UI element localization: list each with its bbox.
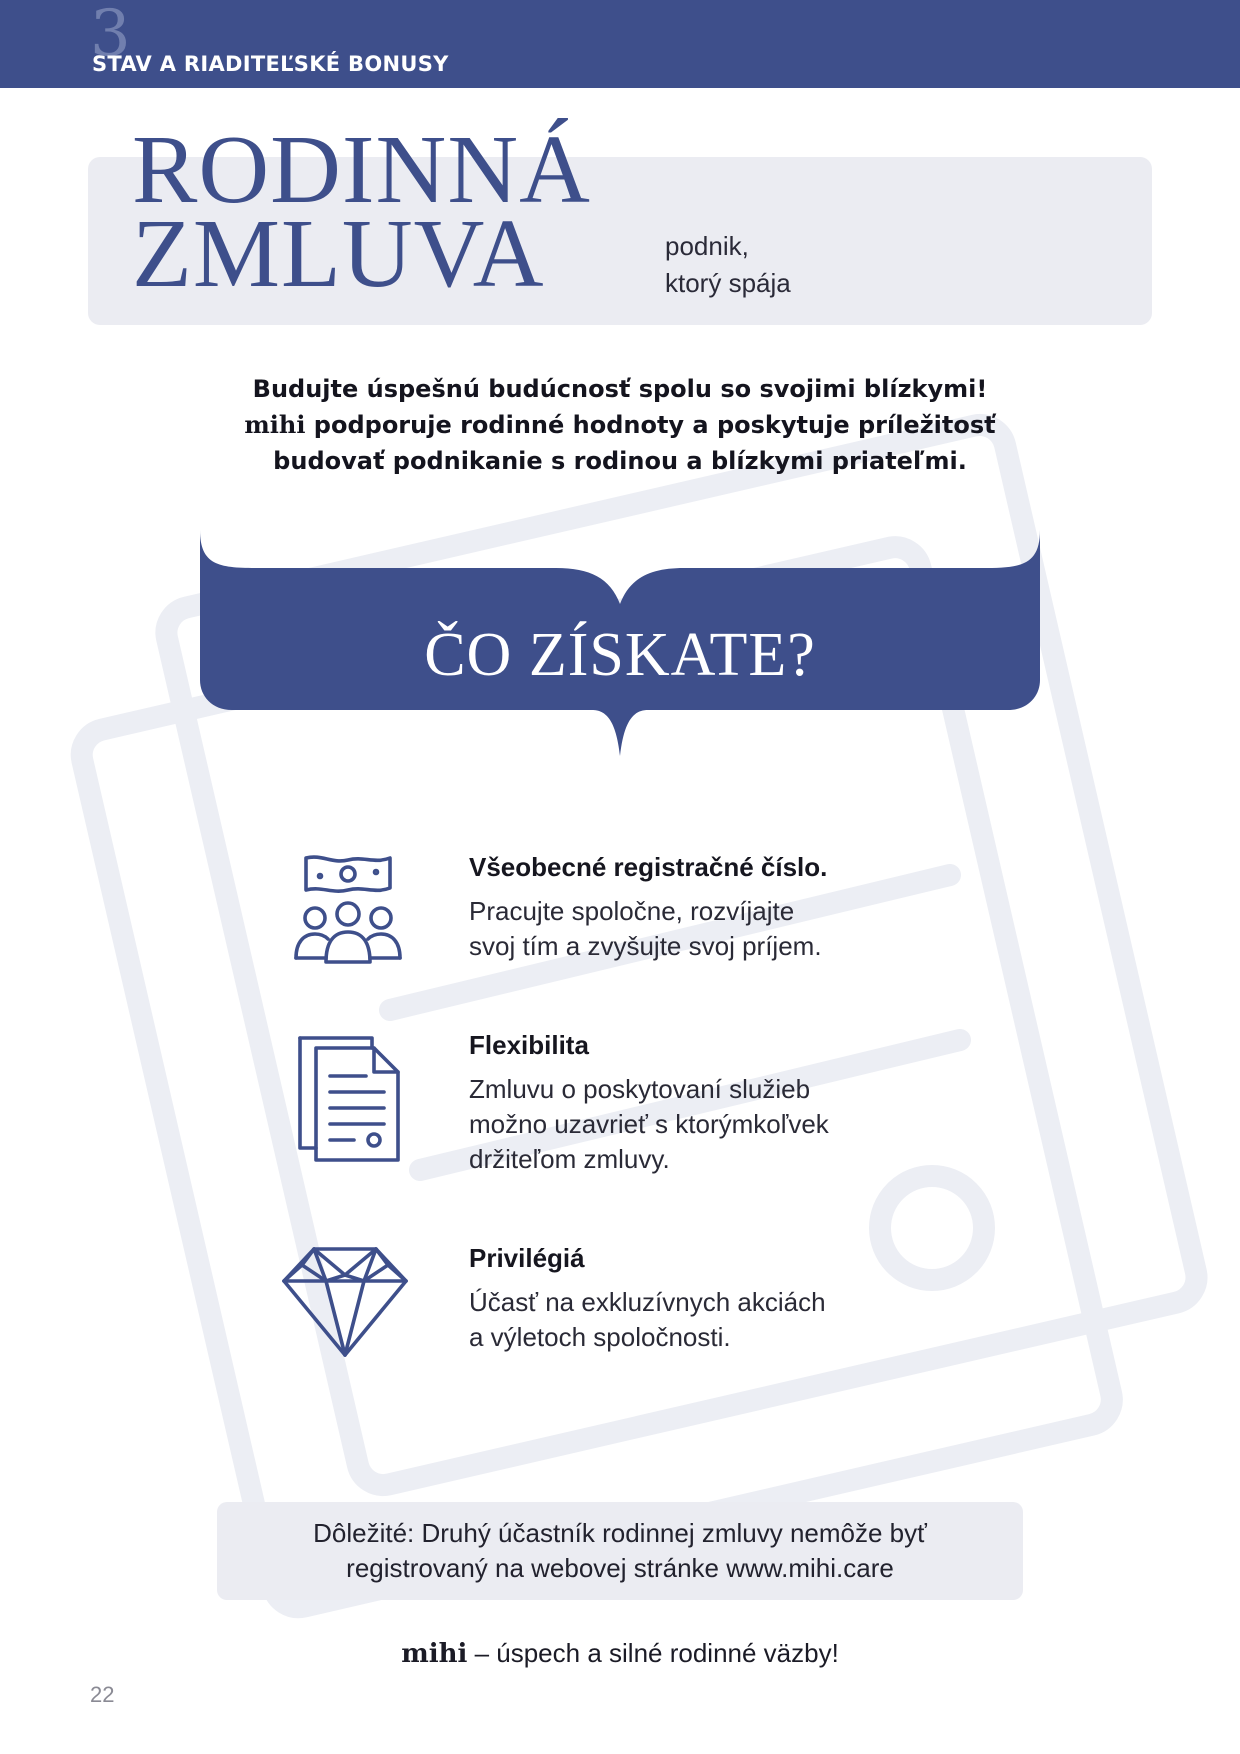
feature-title: Všeobecné registračné číslo. [469,852,828,882]
footer-brand: mihi [401,1639,468,1669]
page-subtitle-line2: ktorý spája [665,268,791,298]
intro-paragraph [150,371,1090,479]
feature-description-line: držiteľom zmluvy. [469,1144,670,1174]
note-line2: registrovaný na webovej stránke www.mihi.care [346,1553,894,1583]
feature-description [469,894,889,964]
feature-description-line: možno uzavrieť s ktorýmkoľvek [469,1109,829,1139]
note-line1: Dôležité: Druhý účastník rodinnej zmluvy nemôže byť [313,1518,927,1548]
feature-item [288,852,988,972]
feature-item [288,1030,988,1174]
intro-line2 [150,407,1090,443]
feature-description-line: Účasť na exkluzívnych akciách [469,1287,826,1317]
footer-slogan [0,1638,1240,1669]
feature-title: Flexibilita [469,1030,589,1060]
page-subtitle-line1: podnik, [665,231,749,261]
important-note [217,1502,1023,1600]
diamond-icon [280,1243,410,1359]
feature-title: Privilégiá [469,1243,585,1273]
feature-description-line: svoj tím a zvyšujte svoj príjem. [469,931,822,961]
page-title [132,116,591,308]
intro-line2-text: podporuje rodinné hodnoty a poskytuje príležitosť [305,411,996,439]
page-title-line1: RODINNÁ [132,116,591,224]
feature-description-line: Pracujte spoločne, rozvíjajte [469,896,795,926]
page-title-line2: ZMLUVA [132,200,545,308]
section-title: ČO ZÍSKATE? [424,621,816,689]
chapter-number: 3 [90,0,131,71]
intro-line1: Budujte úspešnú budúcnosť spolu so svojimi blízkymi! [252,375,988,403]
feature-item [288,1243,988,1363]
footer-text: – úspech a silné rodinné väzby! [467,1638,839,1668]
chapter-title: STAV A RIADITEĽSKÉ BONUSY [92,52,449,76]
intro-line3: budovať podnikanie s rodinou a blízkymi priateľmi. [273,447,967,475]
document-icon [288,1032,408,1166]
feature-description-line: Zmluvu o poskytovaní služieb [469,1074,811,1104]
intro-brand: mihi [244,410,306,439]
feature-description [469,1072,889,1177]
feature-description [469,1285,889,1355]
page-subtitle [665,228,791,302]
money-people-icon [288,852,408,968]
feature-description-line: a výletoch spoločnosti. [469,1322,731,1352]
page-number: 22 [90,1682,115,1707]
top-header-bar [0,0,1240,88]
